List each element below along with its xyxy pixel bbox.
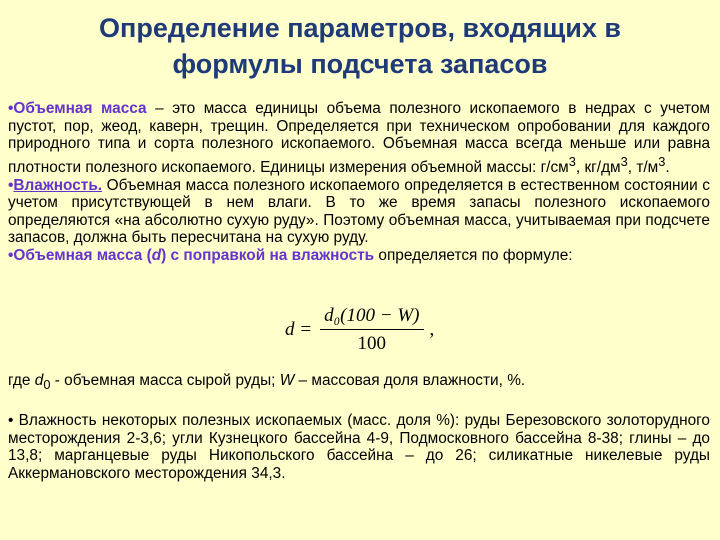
humidity-examples: • Влажность некоторых полезных ископаемых (масс. доля %): руды Березовского золоторудного месторождения 2-3,6; угли Кузнецкого бассейна 4-9, Подмосковного бассейна 8-38; глины – до 13,8; марганцевые руды Никопольского бассейна – до 26; силикатные никелевые руды Аккермановского месторождения 34,3. (8, 412, 710, 482)
paragraph-corrected-density (8, 247, 710, 265)
unit-text: , т/м (627, 158, 659, 176)
where-text: – массовая доля влажности, %. (294, 372, 526, 389)
superscript: 3 (568, 153, 576, 169)
slide-title (0, 10, 720, 82)
formula-comma: , (429, 319, 435, 340)
title-line-1: Определение параметров, входящих в (99, 13, 621, 43)
title-line-2: формулы подсчета запасов (172, 49, 548, 79)
paragraph-bulk-density (8, 100, 710, 177)
superscript: 3 (658, 153, 666, 169)
formula-fraction (320, 305, 423, 355)
unit-text: , кг/дм (575, 158, 621, 176)
bullet: • (8, 100, 14, 117)
paragraph-humidity (8, 177, 710, 247)
term-corrected-a: Объемная масса ( (13, 246, 152, 264)
term-bulk-density: Объемная масса (13, 100, 147, 117)
period: . (665, 158, 670, 176)
bullet: • (8, 176, 14, 194)
where-text: где (8, 372, 35, 389)
var-d0: d (34, 372, 44, 389)
bullet: • (8, 246, 14, 264)
superscript: 3 (620, 153, 628, 169)
bulk-density-text: – это масса единицы объема полезного ископаемого в недрах с учетом пустот, пор, жеод, каверн, трещин. Определяется при техническом опробовании для каждого природного типа и сорта полезного ископаемого. Объемная масса всегда меньше или равна плотности полезного ископаемого. Единицы измерения объемной массы: г/см (8, 100, 710, 176)
humidity-text: Объемная масса полезного ископаемого определяется в естественном состоянии с учетом присутствующей в нем влаги. В то же время запасы полезного ископаемого определяются «на абсолютно сухую руду». Поэтому объемная масса, учитываемая при подсчете запасов, должна быть пересчитана на сухую руду. (8, 176, 710, 247)
var-w: W (279, 372, 295, 389)
term-humidity: Влажность. (13, 176, 103, 194)
formula-denominator: 100 (357, 333, 387, 354)
term-corrected-b: ) с поправкой на влажность (161, 246, 375, 264)
formula-numerator: d₀(100 − W) (320, 305, 423, 330)
corrected-text: определяется по формуле: (374, 246, 573, 264)
formula-lhs: d = (285, 319, 313, 340)
slide-body (8, 100, 710, 264)
where-line (8, 372, 710, 394)
subscript: 0 (43, 377, 51, 393)
where-text: - объемная масса сырой руды; (50, 372, 280, 389)
density-formula (285, 305, 434, 355)
term-d: d (151, 246, 162, 264)
